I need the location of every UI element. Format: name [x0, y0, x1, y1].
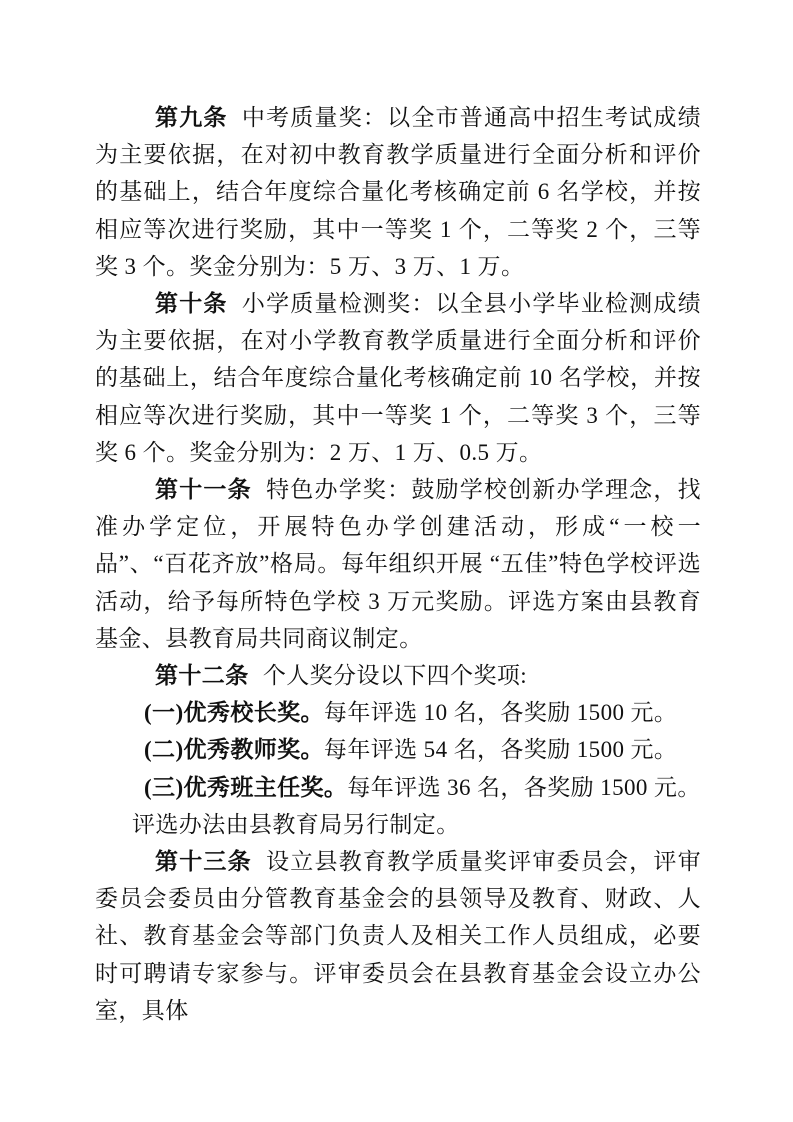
article-13-text: 设立县教育教学质量奖评审委员会，评审委员会委员由分管教育基金会的县领导及教育、财政、人社、教育基金会等部门负责人及相关工作人员组成，必要时可聘请专家参与。评审委员会在县教育基金会设立办公室，具体: [95, 849, 701, 1023]
selection-method-text: 评选办法由县教育局另行制定。: [132, 811, 460, 837]
article-10-number: 第十条: [155, 291, 228, 317]
article-11-text: 特色办学奖：鼓励学校创新办学理念，找准办学定位，开展特色办学创建活动，形成“一校一品”、“百花齐放”格局。每年组织开展 “五佳”特色学校评选活动，给予每所特色学校 3 万元奖励。评选方案由县教育基金、县教育局共同商议制定。: [95, 477, 701, 651]
article-13-number: 第十三条: [155, 849, 252, 875]
article-11-number: 第十一条: [155, 477, 252, 503]
item-2-title: (二)优秀教师奖。: [144, 737, 324, 763]
paragraph-item-1: [95, 694, 701, 731]
paragraph-selection-method: [95, 806, 701, 843]
paragraph-article-9: [95, 99, 701, 285]
paragraph-item-2: [95, 731, 701, 768]
item-3-title: (三)优秀班主任奖。: [144, 774, 348, 800]
paragraph-item-3: [95, 769, 701, 806]
paragraph-article-11: [95, 471, 701, 657]
paragraph-article-12: [95, 657, 701, 694]
article-10-text: 小学质量检测奖：以全县小学毕业检测成绩为主要依据，在对小学教育教学质量进行全面分析和评价的基础上，结合年度综合量化考核确定前 10 名学校，并按相应等次进行奖励，其中一等奖 1 个，二等奖 3 个，三等奖 6 个。奖金分别为：2 万、1 万、0.5 万。: [95, 291, 701, 465]
document-body: [95, 99, 701, 1029]
article-12-text: 个人奖分设以下四个奖项:: [262, 663, 528, 689]
article-12-number: 第十二条: [155, 663, 249, 689]
item-1-text: 每年评选 10 名，各奖励 1500 元。: [323, 700, 678, 726]
item-3-text: 每年评选 36 名，各奖励 1500 元。: [347, 774, 701, 800]
article-9-number: 第九条: [155, 105, 228, 130]
paragraph-article-10: [95, 285, 701, 471]
article-9-text: 中考质量奖：以全市普通高中招生考试成绩为主要依据，在对初中教育教学质量进行全面分析和评价的基础上，结合年度综合量化考核确定前 6 名学校，并按相应等次进行奖励，其中一等奖 1 个，二等奖 2 个，三等奖 3 个。奖金分别为：5 万、3 万、1 万。: [95, 105, 701, 279]
item-1-title: (一)优秀校长奖。: [144, 700, 324, 726]
item-2-text: 每年评选 54 名，各奖励 1500 元。: [323, 737, 678, 763]
paragraph-article-13: [95, 843, 701, 1029]
